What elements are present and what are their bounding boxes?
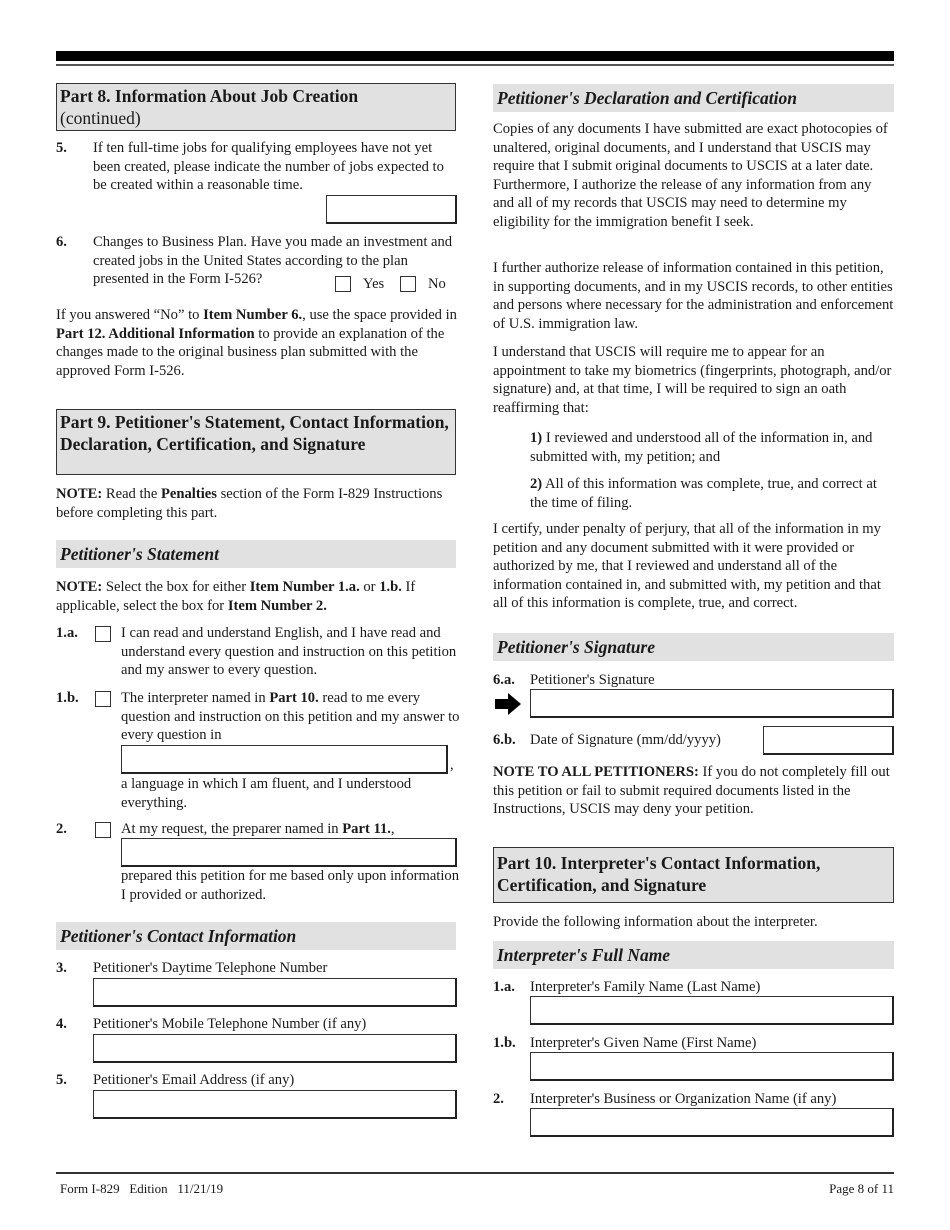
part10-intro: Provide the following information about the interpreter. (493, 914, 818, 930)
interpreter-family-name-label: Interpreter's Family Name (Last Name) (530, 979, 761, 995)
part10-title: Part 10. Interpreter's Contact Information, Certification, and Signature (497, 853, 821, 895)
declaration-paragraph-4: I certify, under penalty of perjury, that all of the information in my petition and any document submitted with it were provided or authorized by me, that I reviewed and understand all of the information contained in, and submitted with, my petition and that all of this information is complete, true, and correct. (493, 521, 881, 611)
signature-input[interactable] (530, 689, 894, 718)
item-number: 5. (56, 1072, 67, 1088)
item-number: 1.a. (493, 979, 515, 995)
item-number: 1.b. (56, 690, 79, 706)
interpreter-given-name-input[interactable] (530, 1052, 894, 1081)
signature-label: Petitioner's Signature (530, 672, 655, 688)
part9-note: NOTE: Read the Penalties section of the Form I-829 Instructions before completing this part. (56, 486, 443, 521)
item-number: 6. (56, 234, 67, 250)
item-number: 2. (56, 821, 67, 837)
item6-no-label: No (428, 276, 446, 292)
item-number: 6.b. (493, 732, 516, 748)
part9-header (56, 409, 456, 475)
part8-continued: (continued) (60, 108, 141, 128)
footer-rule (56, 1172, 894, 1174)
note-to-all-petitioners: NOTE TO ALL PETITIONERS: If you do not completely fill out this petition or fail to submit required documents listed in the Instructions, USCIS may deny your petition. (493, 764, 890, 817)
footer-page-number: Page 8 of 11 (829, 1181, 894, 1196)
item1b-text-cont: a language in which I am fluent, and I understood everything. (121, 776, 412, 811)
item-number: 1.b. (493, 1035, 516, 1051)
interpreter-full-name-heading: Interpreter's Full Name (493, 941, 894, 969)
declaration-paragraph-1: Copies of any documents I have submitted are exact photocopies of unaltered, original documents, and I understand that USCIS may require that I submit original documents to USCIS at a later date. Furthermore, I authorize the release of any information from any and all of my records that USCIS may need to determine my eligibility for the immigration benefit I seek. (493, 121, 888, 230)
item6-yes-checkbox[interactable] (335, 276, 351, 292)
item2-text-cont: prepared this petition for me based only upon information I provided or authorized. (121, 868, 460, 903)
declaration-paragraph-3: I understand that USCIS will require me to appear for an appointment to take my biometrics (fingerprints, photograph, and/or signature) and, at that time, I will be required to sign an oath reaffirming that: (493, 344, 892, 416)
oath-item-2: 2) All of this information was complete, true, and correct at the time of filing. (530, 476, 877, 511)
header-rule-thin (56, 64, 894, 66)
signature-heading: Petitioner's Signature (493, 633, 894, 661)
interpreter-business-input[interactable] (530, 1108, 894, 1137)
preparer-name-input[interactable] (121, 838, 457, 867)
part8-title: Part 8. Information About Job Creation (60, 86, 359, 106)
interpreter-given-name-label: Interpreter's Given Name (First Name) (530, 1035, 757, 1051)
email-label: Petitioner's Email Address (if any) (93, 1072, 295, 1088)
item-number: 3. (56, 960, 67, 976)
part9-title: Part 9. Petitioner's Statement, Contact Information, Declaration, Certification, and Signature (60, 412, 449, 454)
item5-text: If ten full-time jobs for qualifying employees have not yet been created, please indicate the number of jobs expected to be created within a reasonable time. (93, 140, 444, 193)
item6-yes-label: Yes (363, 276, 385, 292)
oath-item-1: 1) I reviewed and understood all of the information in, and submitted with, my petition; and (530, 430, 873, 465)
contact-info-heading: Petitioner's Contact Information (56, 922, 456, 950)
declaration-paragraph-2: I further authorize release of information contained in this petition, in supporting documents, and in my USCIS records, to other entities and persons where necessary for the administration and enforcement of U.S. immigration law. (493, 260, 894, 332)
item1b-checkbox[interactable] (95, 691, 111, 707)
item1a-text: I can read and understand English, and I have read and understand every question and instruction on this petition and my answer to every question. (121, 625, 457, 678)
mobile-phone-label: Petitioner's Mobile Telephone Number (if any) (93, 1016, 367, 1032)
petitioners-statement-heading: Petitioner's Statement (56, 540, 456, 568)
declaration-heading: Petitioner's Declaration and Certification (493, 84, 894, 112)
item2-text: At my request, the preparer named in Part 11., (121, 821, 395, 837)
item-number: 5. (56, 140, 67, 156)
item-number: 4. (56, 1016, 67, 1032)
daytime-phone-label: Petitioner's Daytime Telephone Number (93, 960, 328, 976)
daytime-phone-input[interactable] (93, 978, 457, 1007)
email-input[interactable] (93, 1090, 457, 1119)
item2-checkbox[interactable] (95, 822, 111, 838)
interpreter-business-label: Interpreter's Business or Organization Name (if any) (530, 1091, 837, 1107)
item-number: 2. (493, 1091, 504, 1107)
item1a-checkbox[interactable] (95, 626, 111, 642)
part10-header (493, 847, 894, 903)
jobs-expected-input[interactable] (326, 195, 457, 224)
signature-date-label: Date of Signature (mm/dd/yyyy) (530, 732, 721, 748)
interpreter-language-input[interactable] (121, 745, 448, 774)
part8-header (56, 83, 456, 131)
signature-date-input[interactable] (763, 726, 894, 755)
comma: , (450, 757, 454, 773)
header-rule-thick (56, 51, 894, 61)
item6-followup-note: If you answered “No” to Item Number 6., use the space provided in Part 12. Additional Information to provide an explanation of the changes made to the original business plan submitted with the approved Form I-526. (56, 307, 457, 379)
item-number: 6.a. (493, 672, 515, 688)
item1b-text: The interpreter named in Part 10. read to me every question and instruction on this petition and my answer to every question in (121, 690, 460, 743)
footer-form-info: Form I-829 Edition 11/21/19 (60, 1181, 224, 1196)
item6-text: Changes to Business Plan. Have you made an investment and created jobs in the United States according to the plan presented in the Form I-526? (93, 234, 453, 287)
mobile-phone-input[interactable] (93, 1034, 457, 1063)
item6-no-checkbox[interactable] (400, 276, 416, 292)
item-number: 1.a. (56, 625, 78, 641)
interpreter-family-name-input[interactable] (530, 996, 894, 1025)
statement-note: NOTE: Select the box for either Item Number 1.a. or 1.b. If applicable, select the box for Item Number 2. (56, 579, 416, 614)
arrow-right-icon (495, 693, 521, 715)
